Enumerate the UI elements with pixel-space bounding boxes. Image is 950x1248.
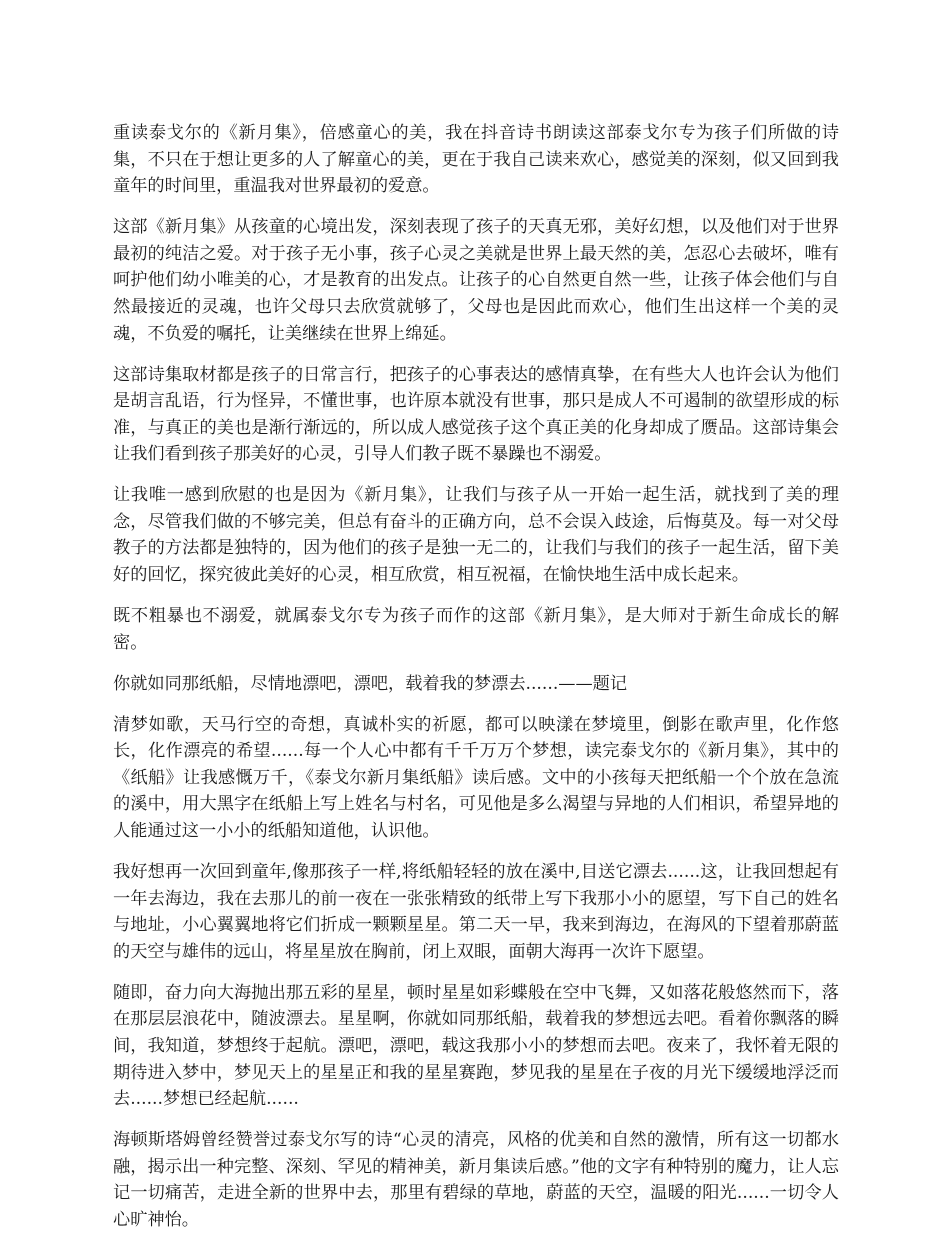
paragraph-9: 随即，奋力向大海抛出那五彩的星星，顿时星星如彩蝶般在空中飞舞，又如落花般悠然而下，落在那层层浪花中，随波漂去。星星啊，你就如同那纸船，载着我的梦想远去吧。看着你飘落的瞬间，我知道，梦想终于起航。漂吧，漂吧，载这我那小小的梦想而去吧。夜来了，我怀着无限的期待进入梦中，梦见天上的星星正和我的星星赛跑，梦见我的星星在子夜的月光下缓缓地浮泛而去......梦想已经起航...... bbox=[113, 982, 839, 1110]
paragraph-1: 重读泰戈尔的《新月集》，倍感童心的美，我在抖音诗书朗读这部泰戈尔专为孩子们所做的诗集，不只在于想让更多的人了解童心的美，更在于我自己读来欢心，感觉美的深刻，似又回到我童年的时间里，重温我对世界最初的爱意。 bbox=[113, 123, 839, 197]
paragraph-10: 海顿斯塔姆曾经赞誉过泰戈尔写的诗“心灵的清亮，风格的优美和自然的激情，所有这一切都水融，揭示出一种完整、深刻、罕见的精神美，新月集读后感。”他的文字有种特别的魔力，让人忘记一切痛苦，走进全新的世界中去，那里有碧绿的草地，蔚蓝的天空，温暖的阳光......一切令人心旷神怡。 bbox=[113, 1130, 839, 1230]
paragraph-3: 这部诗集取材都是孩子的日常言行，把孩子的心事表达的感情真挚，在有些大人也许会认为他们是胡言乱语，行为怪异，不懂世事，也许原本就没有世事，那只是成人不可遏制的欲望形成的标准，与真正的美也是渐行渐远的，所以成人感觉孩子这个真正美的化身却成了赝品。这部诗集会让我们看到孩子那美好的心灵，引导人们教子既不暴躁也不溺爱。 bbox=[113, 364, 839, 465]
paragraph-7: 清梦如歌，天马行空的奇想，真诚朴实的祈愿，都可以映漾在梦境里，倒影在歌声里，化作悠长，化作漂亮的希望......每一个人心中都有千千万万个梦想，读完泰戈尔的《新月集》，其中的《纸船》让我感慨万千，《泰戈尔新月集纸船》读后感。文中的小孩每天把纸船一个个放在急流的溪中，用大黑字在纸船上写上姓名与村名，可见他是多么渴望与异地的人们相识，希望异地的人能通过这一小小的纸船知道他，认识他。 bbox=[113, 714, 839, 841]
paragraph-epigraph: 你就如同那纸船，尽情地漂吧，漂吧，载着我的梦漂去......——题记 bbox=[113, 673, 628, 694]
paragraph-5: 既不粗暴也不溺爱，就属泰戈尔专为孩子而作的这部《新月集》，是大师对于新生命成长的解密。 bbox=[113, 606, 839, 653]
paragraph-4: 让我唯一感到欣慰的也是因为《新月集》，让我们与孩子从一开始一起生活，就找到了美的理念，尽管我们做的不够完美，但总有奋斗的正确方向，总不会误入歧途，后悔莫及。每一对父母教子的方法都是独特的，因为他们的孩子是独一无二的，让我们与我们的孩子一起生活，留下美好的回忆，探究彼此美好的心灵，相互欣赏，相互祝福，在愉快地生活中成长起来。 bbox=[113, 485, 839, 586]
paragraph-8: 我好想再一次回到童年,像那孩子一样,将纸船轻轻的放在溪中,目送它漂去......这，让我回想起有一年去海边，我在去那儿的前一夜在一张张精致的纸带上写下我那小小的愿望，写下自己的姓名与地址，小心翼翼地将它们折成一颗颗星星。第二天一早，我来到海边，在海风的下望着那蔚蓝的天空与雄伟的远山，将星星放在胸前，闭上双眼，面朝大海再一次许下愿望。 bbox=[113, 861, 839, 962]
paragraph-2: 这部《新月集》从孩童的心境出发，深刻表现了孩子的天真无邪，美好幻想，以及他们对于世界最初的纯洁之爱。对于孩子无小事，孩子心灵之美就是世界上最天然的美，怎忍心去破坏，唯有呵护他们幼小唯美的心，才是教育的出发点。让孩子的心自然更自然一些，让孩子体会他们与自然最接近的灵魂，也许父母只去欣赏就够了，父母也是因此而欢心，他们生出这样一个美的灵魂，不负爱的嘱托，让美继续在世界上绵延。 bbox=[113, 217, 839, 344]
document-body bbox=[113, 120, 839, 1248]
